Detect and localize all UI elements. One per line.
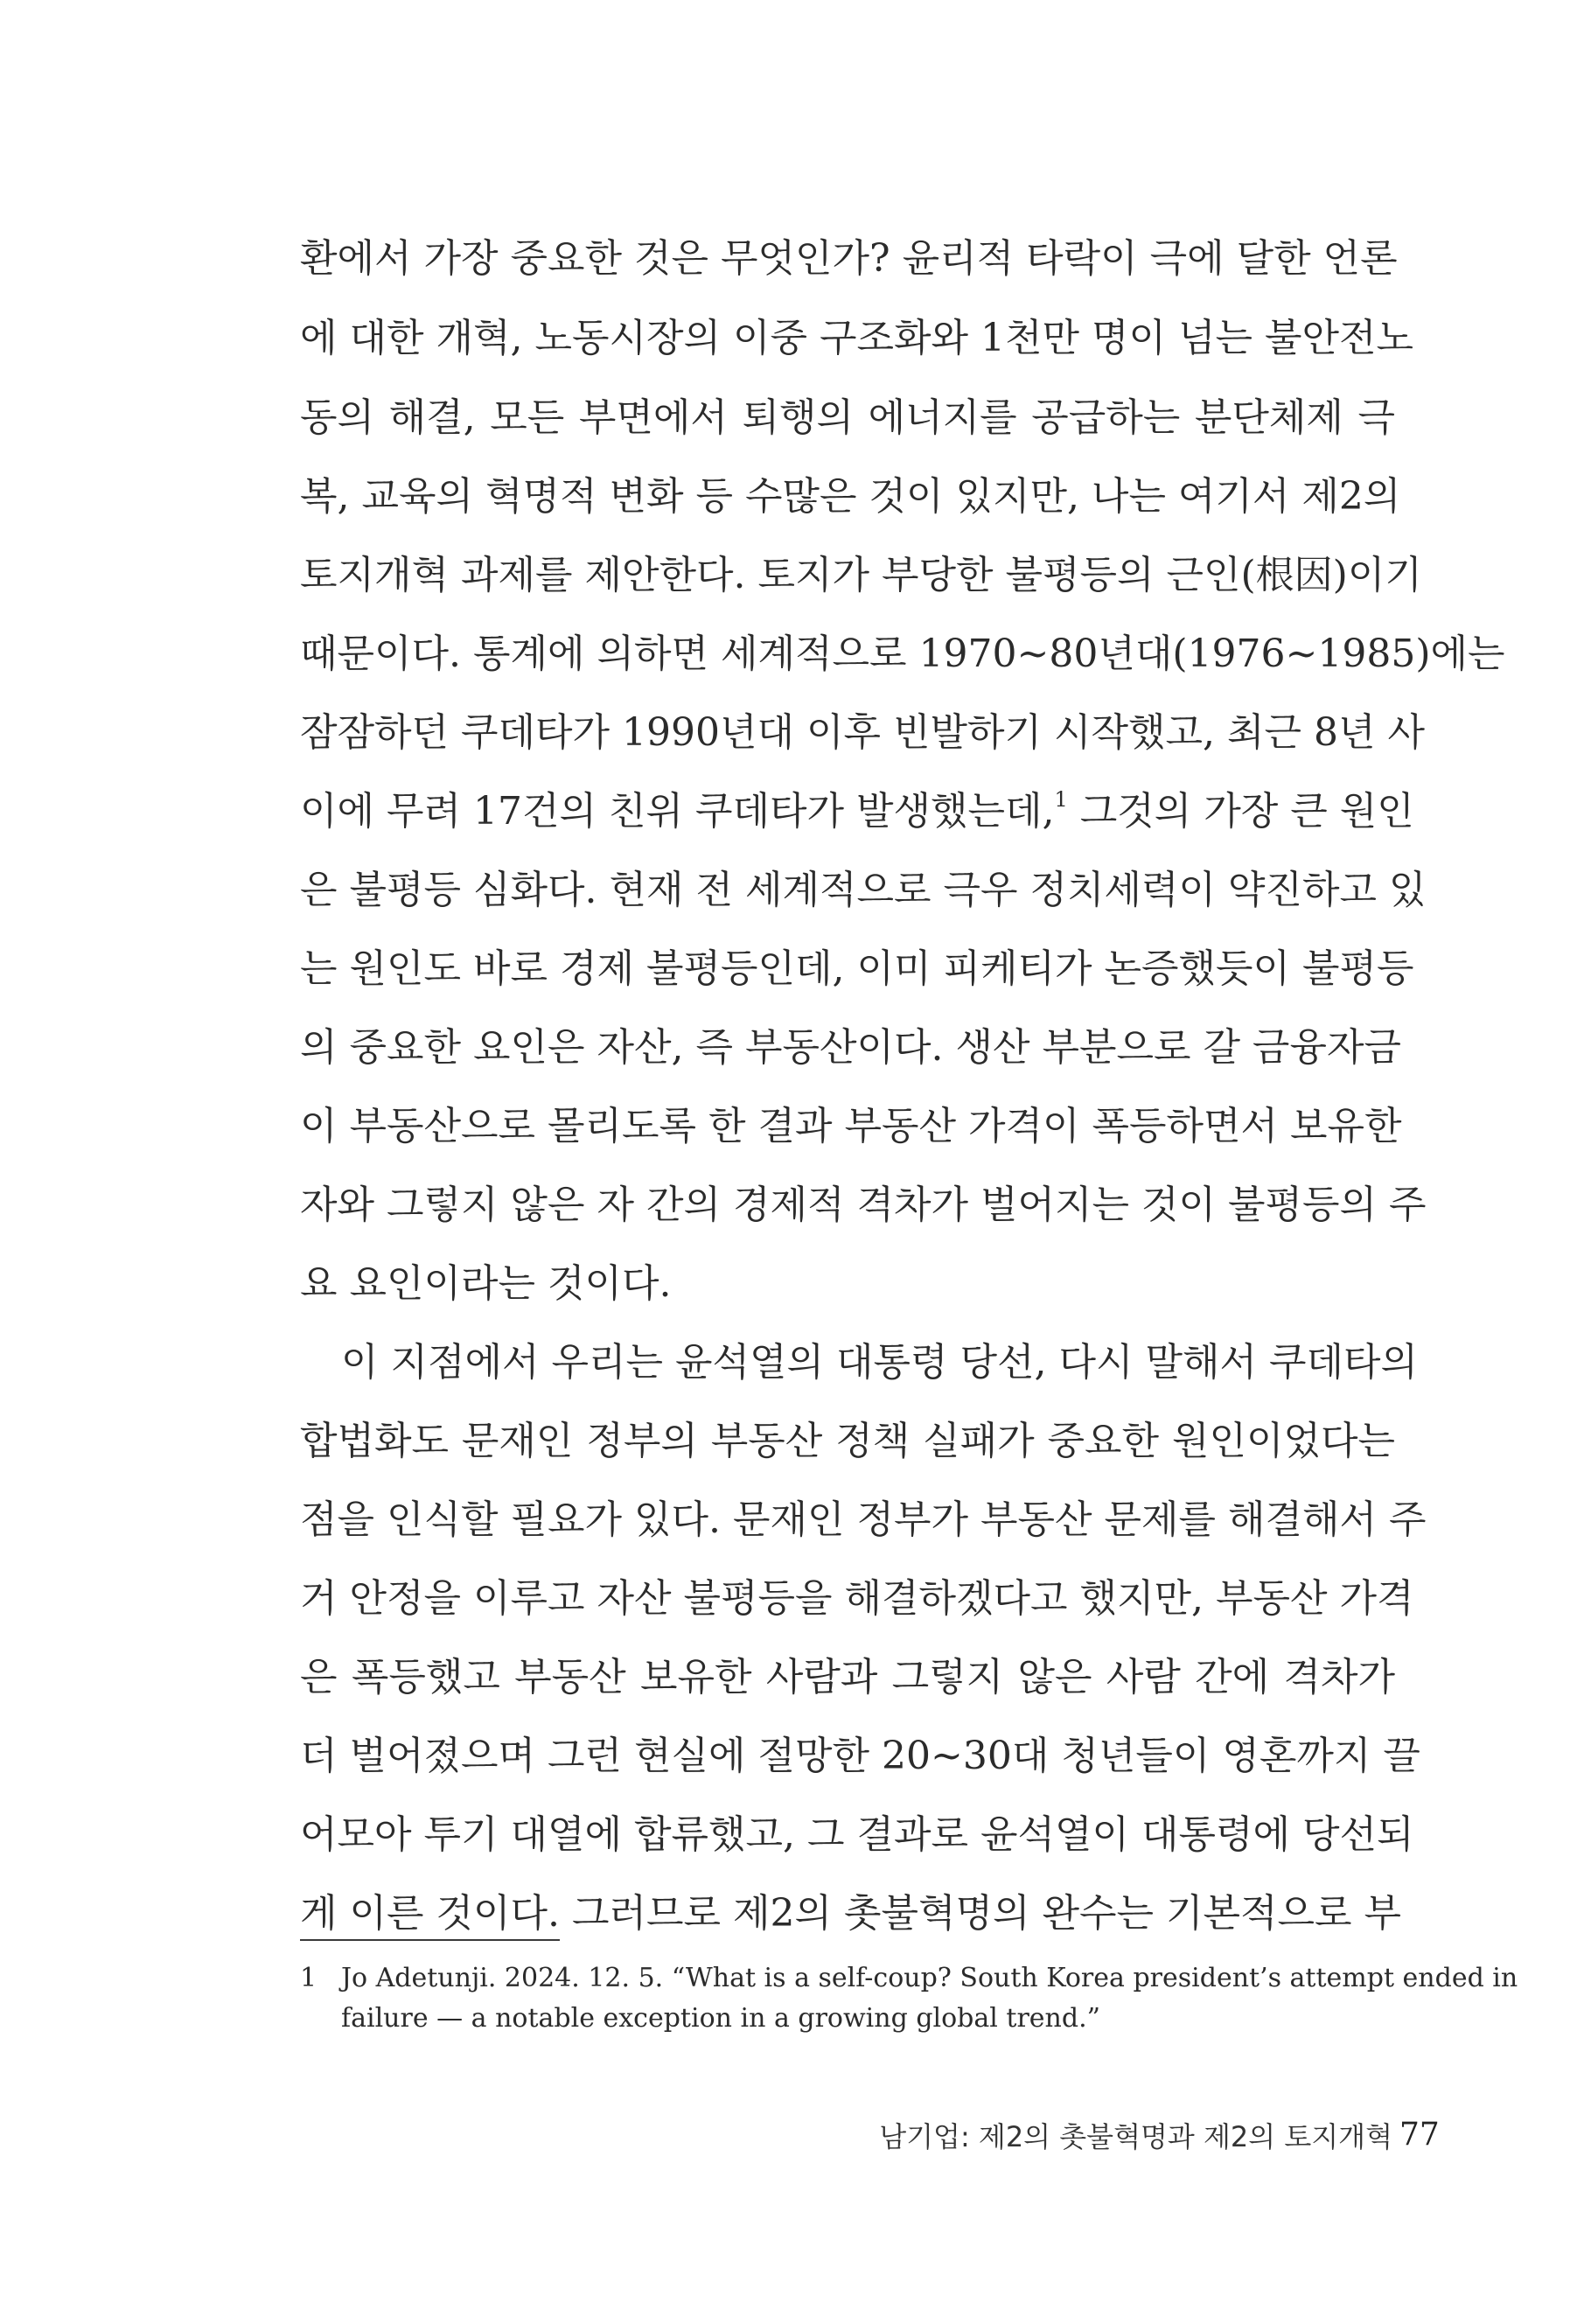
body-line: 때문이다. 통계에 의하면 세계적으로 1970~80년대(1976~1985)에는 (300, 632, 1505, 676)
page-number: 77 (1399, 2117, 1440, 2153)
body-line: 더 벌어졌으며 그런 현실에 절망한 20~30대 청년들이 영혼까지 끌 (300, 1734, 1420, 1778)
body-line: 점을 인식할 필요가 있다. 문재인 정부가 부동산 문제를 해결해서 주 (300, 1497, 1427, 1542)
body-line: 환에서 가장 중요한 것은 무엇인가? 윤리적 타락이 극에 달한 언론 (300, 236, 1398, 281)
body-line: 잠잠하던 쿠데타가 1990년대 이후 빈발하기 시작했고, 최근 8년 사 (300, 710, 1425, 755)
footnote-text: Jo Adetunji. 2024. 12. 5. “What is a self-coup? South Korea president’s attempt ended in (341, 1963, 1518, 1993)
body-line: 합법화도 문재인 정부의 부동산 정책 실패가 중요한 원인이었다는 (300, 1419, 1395, 1463)
body-line-text: 그것의 가장 큰 원인 (1067, 789, 1414, 834)
footnote-reference[interactable]: 1 (1054, 787, 1068, 812)
footnote-number: 1 (300, 1963, 317, 1993)
body-line: 은 불평등 심화다. 현재 전 세계적으로 극우 정치세력이 약진하고 있 (300, 868, 1427, 912)
body-line-with-footnote (300, 785, 1414, 839)
body-line: 은 폭등했고 부동산 보유한 사람과 그렇지 않은 사람 간에 격차가 (300, 1655, 1395, 1699)
body-line: 게 이른 것이다. 그러므로 제2의 촛불혁명의 완수는 기본적으로 부 (300, 1891, 1401, 1936)
running-title: 남기업: 제2의 촛불혁명과 제2의 토지개혁 (879, 2120, 1392, 2153)
body-line: 이 지점에서 우리는 윤석열의 대통령 당선, 다시 말해서 쿠데타의 (341, 1340, 1418, 1385)
body-line: 어모아 투기 대열에 합류했고, 그 결과로 윤석열이 대통령에 당선되 (300, 1812, 1414, 1857)
body-line: 토지개혁 과제를 제안한다. 토지가 부당한 불평등의 근인(根因)이기 (300, 553, 1422, 597)
body-line: 거 안정을 이루고 자산 불평등을 해결하겠다고 했지만, 부동산 가격 (300, 1576, 1414, 1621)
body-line: 는 원인도 바로 경제 불평등인데, 이미 피케티가 논증했듯이 불평등 (300, 946, 1414, 991)
footnote-divider (300, 1939, 560, 1941)
body-line: 에 대한 개혁, 노동시장의 이중 구조화와 1천만 명이 넘는 불안전노 (300, 316, 1413, 360)
body-line: 자와 그렇지 않은 자 간의 경제적 격차가 벌어지는 것이 불평등의 주 (300, 1183, 1427, 1227)
body-line: 요 요인이라는 것이다. (300, 1261, 672, 1306)
body-line: 이 부동산으로 몰리도록 한 결과 부동산 가격이 폭등하면서 보유한 (300, 1104, 1402, 1148)
footnote-text: failure — a notable exception in a growing global trend.” (341, 2003, 1100, 2034)
body-line: 동의 해결, 모든 부면에서 퇴행의 에너지를 공급하는 분단체제 극 (300, 395, 1395, 440)
body-line: 의 중요한 요인은 자산, 즉 부동산이다. 생산 부분으로 갈 금융자금 (300, 1025, 1401, 1070)
body-line: 복, 교육의 혁명적 변화 등 수많은 것이 있지만, 나는 여기서 제2의 (300, 474, 1401, 519)
body-line-text: 이에 무려 17건의 친위 쿠데타가 발생했는데, (300, 789, 1055, 834)
